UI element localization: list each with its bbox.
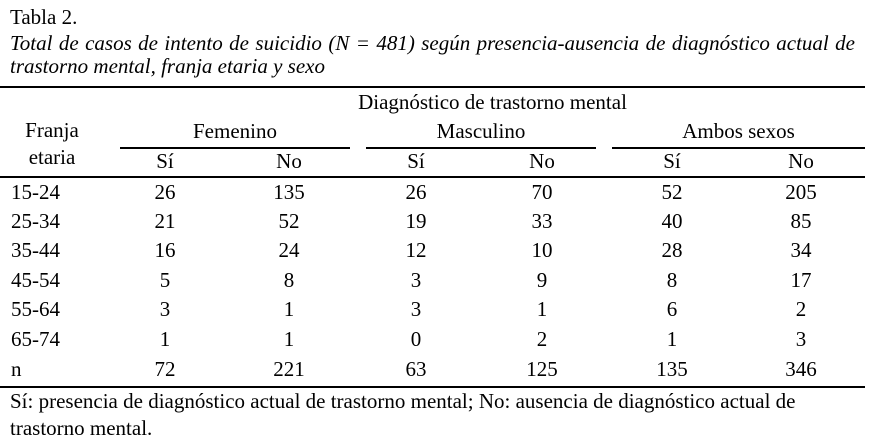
header-rule bbox=[0, 176, 865, 178]
table-cell: 205 bbox=[785, 180, 817, 204]
table-cell: 10 bbox=[531, 238, 553, 262]
row-label: n bbox=[11, 357, 22, 381]
spanner-header: Diagnóstico de trastorno mental bbox=[358, 90, 627, 114]
group-header-femenino: Femenino bbox=[193, 119, 277, 143]
table-cell: 5 bbox=[159, 268, 171, 292]
table-cell: 24 bbox=[278, 238, 300, 262]
subheader-si-2: Sí bbox=[663, 149, 681, 173]
table-cell: 8 bbox=[666, 268, 678, 292]
row-label: 15-24 bbox=[11, 180, 60, 204]
group-header-ambos: Ambos sexos bbox=[682, 119, 795, 143]
table-cell: 26 bbox=[405, 180, 427, 204]
table-cell: 3 bbox=[795, 327, 807, 351]
table-footnote: Sí: presencia de diagnóstico actual de trastorno mental; No: ausencia de diagnóstico actual de trastorno mental. bbox=[10, 389, 796, 440]
table-cell: 70 bbox=[531, 180, 553, 204]
row-label: 35-44 bbox=[11, 238, 60, 262]
table-cell: 34 bbox=[790, 238, 812, 262]
subheader-no-0: No bbox=[276, 149, 302, 173]
subheader-no-2: No bbox=[788, 149, 814, 173]
table-cell: 17 bbox=[790, 268, 812, 292]
row-header-line2: etaria bbox=[28, 145, 76, 169]
table-cell: 1 bbox=[536, 297, 548, 321]
table-cell: 1 bbox=[159, 327, 171, 351]
row-label: 55-64 bbox=[11, 297, 60, 321]
table-cell: 1 bbox=[283, 327, 295, 351]
table-cell: 21 bbox=[154, 209, 176, 233]
table-cell: 16 bbox=[154, 238, 176, 262]
table-cell: 135 bbox=[273, 180, 305, 204]
table-cell: 85 bbox=[790, 209, 812, 233]
row-label: 25-34 bbox=[11, 209, 60, 233]
table-cell: 12 bbox=[405, 238, 427, 262]
table-cell: 125 bbox=[526, 357, 558, 381]
table-cell: 52 bbox=[278, 209, 300, 233]
row-label: 65-74 bbox=[11, 327, 60, 351]
table-cell: 26 bbox=[154, 180, 176, 204]
table-cell: 33 bbox=[531, 209, 553, 233]
row-header-line1: Franja bbox=[25, 118, 79, 142]
table-cell: 9 bbox=[536, 268, 548, 292]
table-caption: Total de casos de intento de suicidio (N = 481) según presencia-ausencia de diagnóstico actual de trastorno mental, franja etaria y sexo bbox=[10, 31, 855, 78]
table-cell: 0 bbox=[410, 327, 422, 351]
row-label: 45-54 bbox=[11, 268, 60, 292]
table-cell: 2 bbox=[536, 327, 548, 351]
table-cell: 28 bbox=[661, 238, 683, 262]
table-cell: 40 bbox=[661, 209, 683, 233]
subheader-si-0: Sí bbox=[156, 149, 174, 173]
subheader-si-1: Sí bbox=[407, 149, 425, 173]
table-cell: 221 bbox=[273, 357, 305, 381]
table-cell: 3 bbox=[159, 297, 171, 321]
table-cell: 1 bbox=[283, 297, 295, 321]
table-cell: 1 bbox=[666, 327, 678, 351]
table-cell: 19 bbox=[405, 209, 427, 233]
table-label: Tabla 2. bbox=[10, 5, 78, 29]
group-header-masculino: Masculino bbox=[436, 119, 526, 143]
top-rule bbox=[0, 86, 865, 88]
subheader-no-1: No bbox=[529, 149, 555, 173]
table-cell: 2 bbox=[795, 297, 807, 321]
table-cell: 3 bbox=[410, 268, 422, 292]
table-cell: 72 bbox=[154, 357, 176, 381]
table-cell: 8 bbox=[283, 268, 295, 292]
table-cell: 6 bbox=[666, 297, 678, 321]
table-cell: 3 bbox=[410, 297, 422, 321]
table-cell: 52 bbox=[661, 180, 683, 204]
table-cell: 135 bbox=[656, 357, 688, 381]
table-cell: 63 bbox=[405, 357, 427, 381]
table-cell: 346 bbox=[785, 357, 817, 381]
